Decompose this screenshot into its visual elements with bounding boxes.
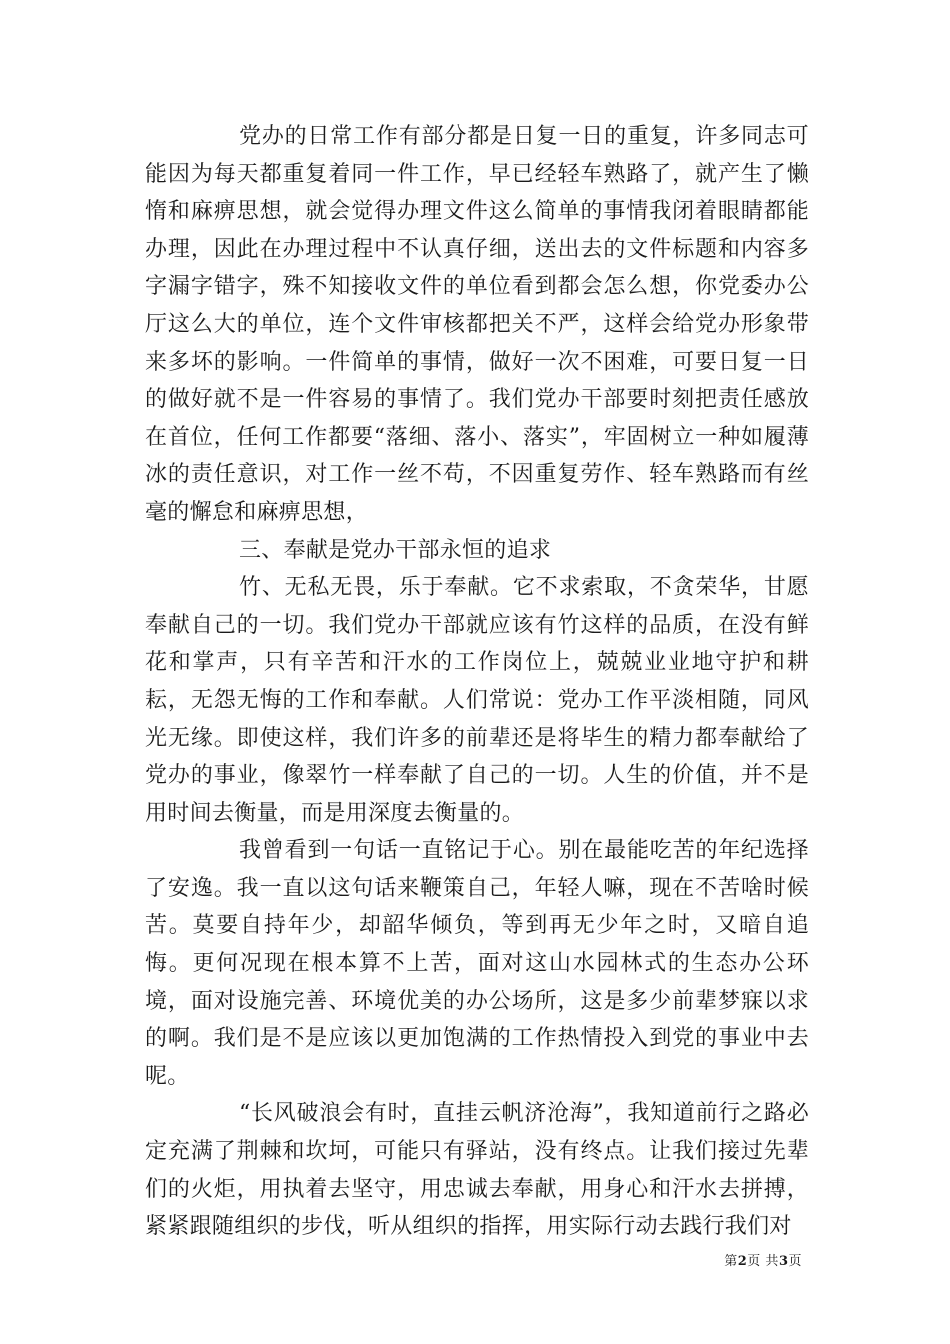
- footer-suffix: 页: [788, 1254, 802, 1269]
- paragraph-bamboo-dedication: 竹、无私无畏，乐于奉献。它不求索取，不贪荣华，甘愿奉献自己的一切。我们党办干部就应该有竹这样的品质，在没有鲜花和掌声，只有辛苦和汗水的工作岗位上，兢兢业业地守护和耕耘，无怨无悔的工作和奉献。人们常说：党办工作平淡相随，同风光无缘。即使这样，我们许多的前辈还是将毕生的精力都奉献给了党办的事业，像翠竹一样奉献了自己的一切。人生的价值，并不是用时间去衡量，而是用深度去衡量的。: [145, 575, 809, 826]
- document-body: [145, 118, 809, 1246]
- footer-current-page: 2: [737, 1254, 748, 1269]
- paragraph-repetitive-work: 党办的日常工作有部分都是日复一日的重复，许多同志可能因为每天都重复着同一件工作，早已经轻车熟路了，就产生了懒惰和麻痹思想，就会觉得办理文件这么简单的事情我闭着眼睛都能办理，因此在办理过程中不认真仔细，送出去的文件标题和内容多字漏字错字，殊不知接收文件的单位看到都会怎么想，你党委办公厅这么大的单位，连个文件审核都把关不严，这样会给党办形象带来多坏的影响。一件简单的事情，做好一次不困难，可要日复一日的做好就不是一件容易的事情了。我们党办干部要时刻把责任感放在首位，任何工作都要“落细、落小、落实”，牢固树立一种如履薄冰的责任意识，对工作一丝不苟，不因重复劳作、轻车熟路而有丝毫的懈怠和麻痹思想，: [145, 124, 809, 525]
- paragraph-long-wind: “长风破浪会有时，直挂云帆济沧海”，我知道前行之路必定充满了荆棘和坎坷，可能只有驿站，没有终点。让我们接过先辈们的火炬，用执着去坚守，用忠诚去奉献，用身心和汗水去拼搏，紧紧跟随组织的步伐，听从组织的指挥，用实际行动去践行我们对: [145, 1101, 809, 1240]
- footer-prefix: 第: [724, 1254, 738, 1269]
- footer-total-pages: 3: [778, 1254, 789, 1269]
- section-heading-dedication: 三、奉献是党办干部永恒的追求: [239, 537, 552, 563]
- footer-middle: 页 共: [747, 1254, 779, 1269]
- paragraph-hardship-youth: 我曾看到一句话一直铭记于心。别在最能吃苦的年纪选择了安逸。我一直以这句话来鞭策自己，年轻人嘛，现在不苦啥时候苦。莫要自持年少，却韶华倾负，等到再无少年之时，又暗自追悔。更何况现在根本算不上苦，面对这山水园林式的生态办公环境，面对设施完善、环境优美的办公场所，这是多少前辈梦寐以求的啊。我们是不是应该以更加饱满的工作热情投入到党的事业中去呢。: [145, 838, 809, 1089]
- page-number-footer: [724, 1254, 802, 1270]
